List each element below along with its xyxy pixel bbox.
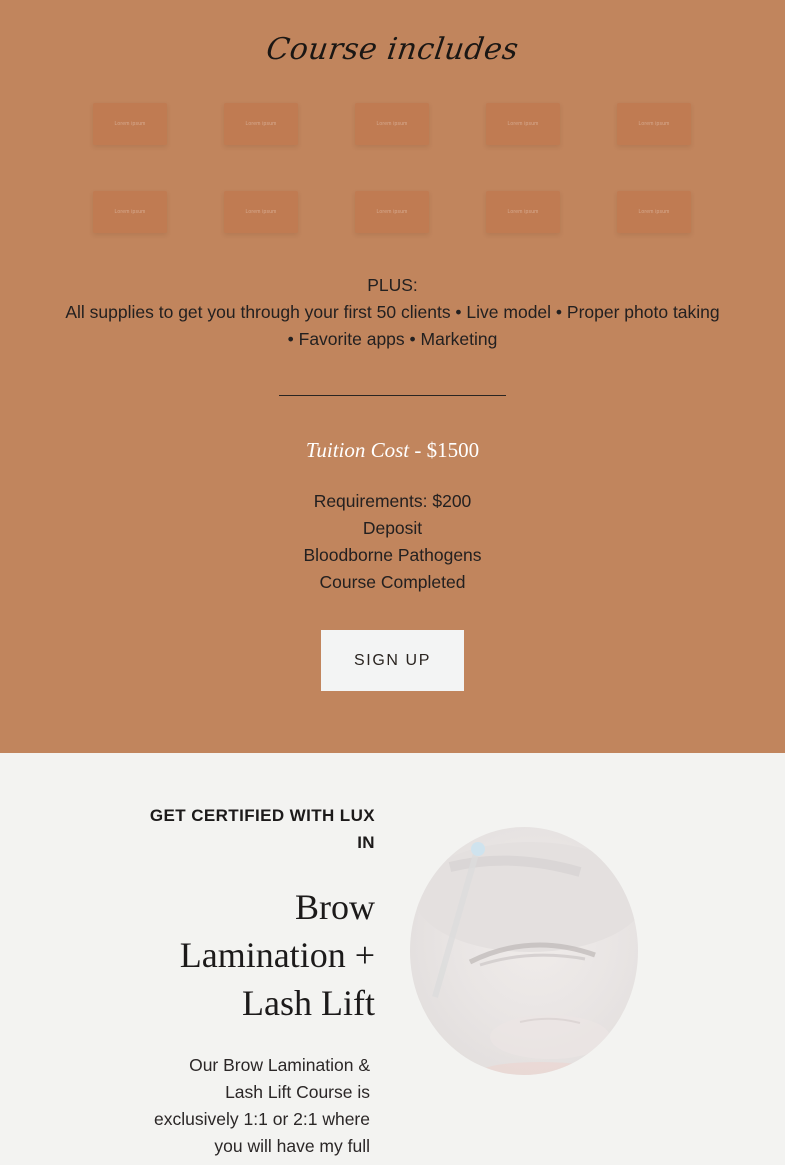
description-line: exclusively 1:1 or 2:1 where bbox=[154, 1109, 370, 1129]
course-item-label: Lorem ipsum bbox=[638, 209, 670, 215]
course-item-label: Lorem ipsum bbox=[507, 209, 539, 215]
requirements bbox=[240, 488, 545, 596]
course-description bbox=[140, 1052, 370, 1160]
certification-section bbox=[0, 753, 785, 1165]
description-line: Lash Lift Course is bbox=[225, 1082, 370, 1102]
tuition-cost bbox=[0, 438, 785, 463]
plus-line: • Favorite apps • Marketing bbox=[287, 329, 498, 349]
course-item-tile bbox=[486, 103, 560, 145]
course-item-tile bbox=[93, 103, 167, 145]
course-item-label: Lorem ipsum bbox=[638, 121, 670, 127]
course-item-tile bbox=[617, 103, 691, 145]
plus-line: All supplies to get you through your first 50 clients • Live model • Proper photo taking bbox=[65, 302, 720, 322]
requirement-line: Bloodborne Pathogens bbox=[303, 545, 482, 565]
plus-heading: PLUS: bbox=[367, 275, 418, 295]
course-item-label: Lorem ipsum bbox=[245, 121, 277, 127]
course-heading bbox=[130, 883, 375, 1027]
course-item-label: Lorem ipsum bbox=[376, 209, 408, 215]
course-heading-line: Lamination + bbox=[179, 935, 375, 975]
description-line: you will have my full bbox=[214, 1136, 370, 1156]
course-item-label: Lorem ipsum bbox=[507, 121, 539, 127]
course-item-tile bbox=[355, 191, 429, 233]
tuition-label: Tuition Cost bbox=[305, 438, 410, 462]
course-includes-title: Course includes bbox=[264, 32, 521, 67]
course-heading-line: Lash Lift bbox=[242, 983, 375, 1023]
course-item-tile bbox=[355, 103, 429, 145]
course-item-label: Lorem ipsum bbox=[114, 209, 146, 215]
section-divider bbox=[279, 395, 506, 396]
description-line: Our Brow Lamination & bbox=[189, 1055, 370, 1075]
course-heading-line: Brow bbox=[295, 887, 375, 927]
tuition-separator: - bbox=[409, 438, 427, 462]
requirement-line: Course Completed bbox=[319, 572, 466, 592]
plus-extras bbox=[30, 272, 755, 353]
requirement-line: Requirements: $200 bbox=[313, 491, 472, 511]
requirement-line: Deposit bbox=[362, 518, 423, 538]
sign-up-button[interactable]: SIGN UP bbox=[321, 630, 464, 691]
course-item-tile bbox=[486, 191, 560, 233]
course-item-tile bbox=[93, 191, 167, 233]
lash-lift-photo bbox=[410, 827, 638, 1075]
lash-lift-photo-illustration bbox=[410, 827, 638, 1075]
course-item-label: Lorem ipsum bbox=[114, 121, 146, 127]
tuition-price: $1500 bbox=[426, 438, 480, 462]
course-item-tile bbox=[224, 191, 298, 233]
course-item-tile bbox=[224, 103, 298, 145]
certified-eyebrow: GET CERTIFIED WITH LUX IN bbox=[149, 806, 375, 852]
course-item-label: Lorem ipsum bbox=[376, 121, 408, 127]
course-item-tile bbox=[617, 191, 691, 233]
course-item-label: Lorem ipsum bbox=[245, 209, 277, 215]
